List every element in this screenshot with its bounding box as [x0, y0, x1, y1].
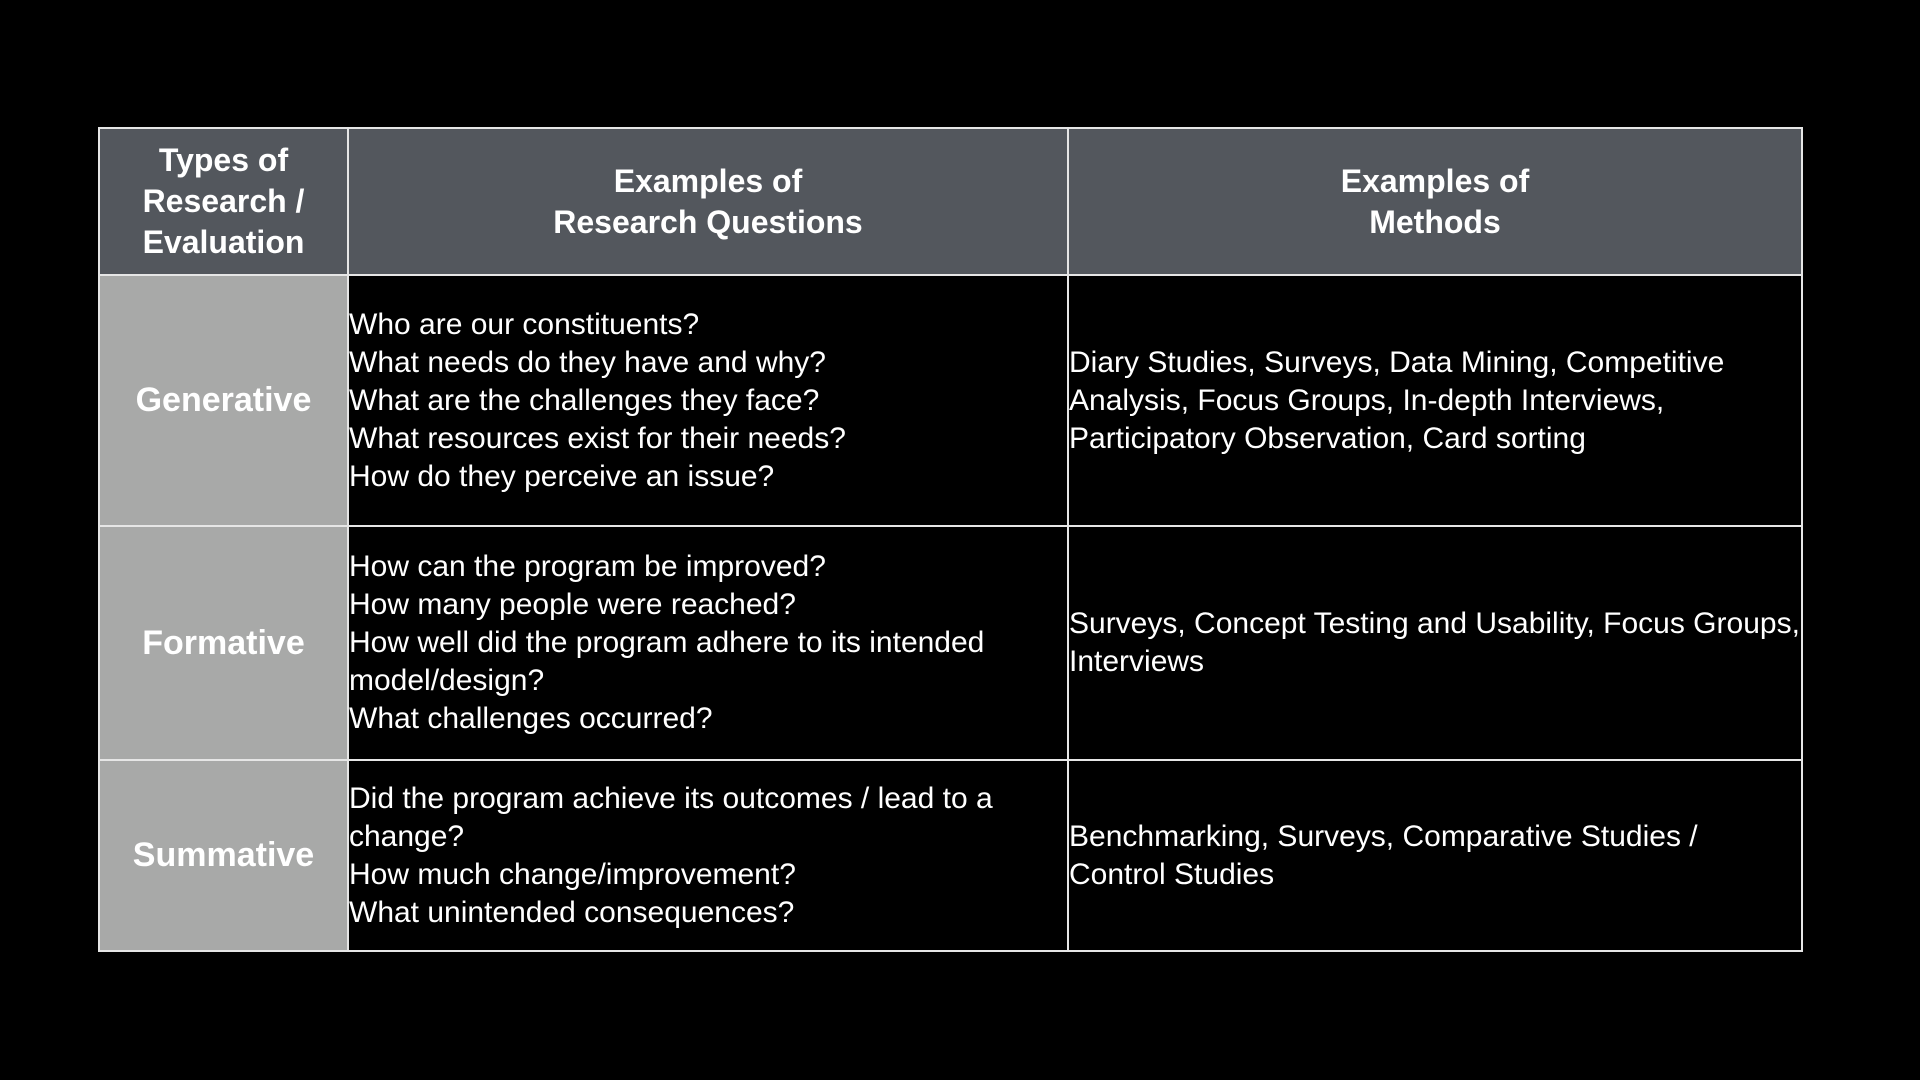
header-methods-line: Methods [1369, 203, 1501, 240]
methods-cell: Benchmarking, Surveys, Comparative Studies / Control Studies [1068, 760, 1802, 951]
type-cell-formative: Formative [99, 526, 348, 760]
question-line: How do they perceive an issue? [349, 459, 775, 493]
type-cell-summative: Summative [99, 760, 348, 951]
question-line: What challenges occurred? [349, 702, 713, 735]
header-types [99, 128, 348, 275]
question-line: What resources exist for their needs? [349, 421, 846, 455]
header-questions [348, 128, 1068, 275]
header-methods [1068, 128, 1802, 275]
question-line: How much change/improvement? [349, 857, 796, 891]
question-line: How well did the program adhere to its intended model/design? [349, 626, 985, 697]
header-types-line: Types of [158, 142, 289, 178]
question-line: What are the challenges they face? [349, 383, 820, 417]
question-line: What unintended consequences? [349, 895, 795, 929]
header-methods-line: Examples of [1340, 162, 1530, 199]
header-questions-line: Examples of [613, 162, 803, 199]
question-line: How can the program be improved? [349, 550, 826, 583]
question-line: Who are our constituents? [349, 307, 700, 341]
questions-cell [348, 760, 1068, 951]
questions-cell [348, 275, 1068, 526]
type-cell-generative: Generative [99, 275, 348, 526]
table-row [99, 526, 1802, 760]
question-line: What needs do they have and why? [349, 345, 826, 379]
table-header-row [99, 128, 1802, 275]
question-line: How many people were reached? [349, 588, 796, 621]
header-types-line: Research / [142, 183, 305, 219]
table-row [99, 275, 1802, 526]
methods-cell: Diary Studies, Surveys, Data Mining, Competitive Analysis, Focus Groups, In-depth Interviews, Participatory Observation, Card sorting [1068, 275, 1802, 526]
table-row [99, 760, 1802, 951]
research-types-table [98, 127, 1803, 952]
methods-cell: Surveys, Concept Testing and Usability, Focus Groups, Interviews [1068, 526, 1802, 760]
header-questions-line: Research Questions [553, 203, 863, 240]
questions-cell [348, 526, 1068, 760]
header-types-line: Evaluation [142, 224, 305, 260]
question-line: Did the program achieve its outcomes / lead to a change? [349, 781, 993, 853]
